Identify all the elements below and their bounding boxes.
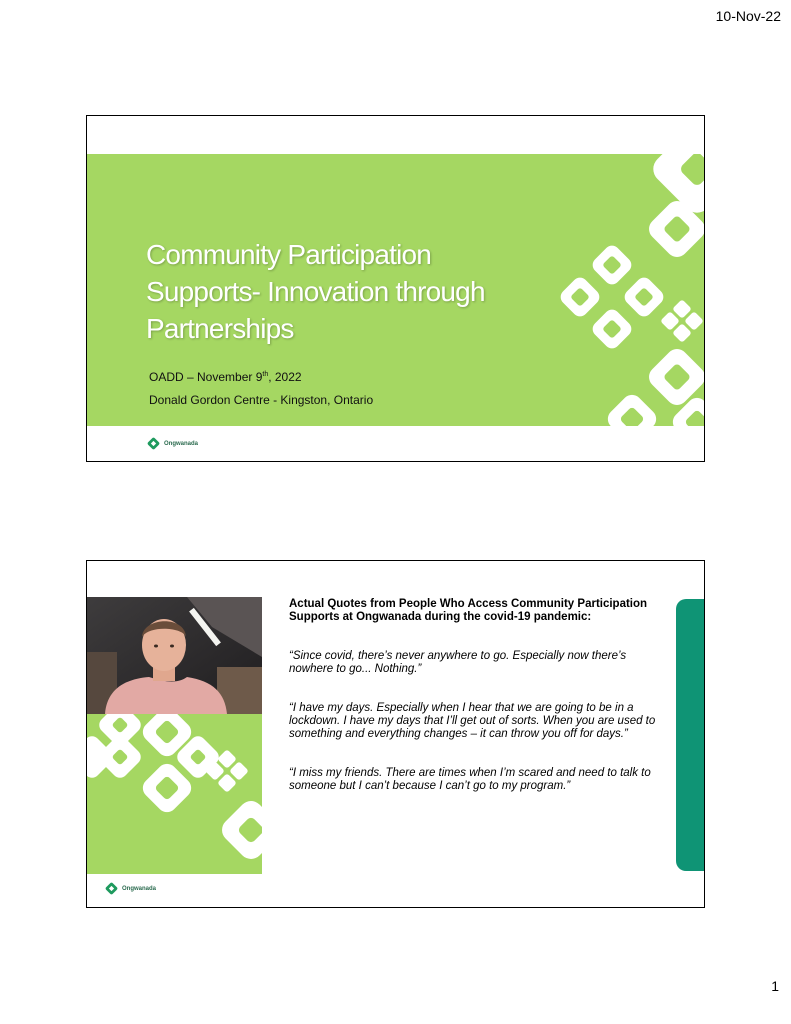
venue-line: Donald Gordon Centre - Kingston, Ontario: [149, 393, 374, 407]
slide-title: [146, 236, 526, 347]
logo-diamond-icon: [105, 882, 118, 895]
organization-logo: [147, 437, 198, 450]
quote-2: “I have my days. Especially when I hear that we are going to be in a lockdown. I have my days that I’ll get out of sorts. When you are used to something and everything changes – it can throw you off for days.”: [289, 702, 656, 740]
decorative-green-block: [87, 714, 262, 874]
person-photo: [87, 597, 262, 714]
logo-diamond-icon: [147, 437, 160, 450]
page-date: 10-Nov-22: [715, 8, 781, 24]
event-suffix: , 2022: [268, 370, 302, 384]
event-prefix: OADD – November 9: [149, 370, 263, 384]
page-number: 1: [771, 978, 779, 994]
title-slide: [86, 115, 705, 462]
organization-logo: [105, 882, 156, 895]
event-line: [149, 370, 302, 384]
title-line-3: Partnerships: [146, 313, 294, 344]
quotes-block: [289, 598, 659, 819]
title-line-1: Community Participation: [146, 239, 432, 270]
quotes-heading: Actual Quotes from People Who Access Community Participation Supports at Ongwanada during the covid-19 pandemic:: [289, 598, 648, 623]
accent-bar: [676, 599, 704, 871]
logo-text: Ongwanada: [164, 440, 199, 447]
quote-3: “I miss my friends. There are times when I’m scared and need to talk to someone but I can’t because I can’t go to my program.”: [289, 767, 651, 792]
quotes-slide: [86, 560, 705, 908]
title-line-2: Supports- Innovation through: [146, 276, 485, 307]
quote-1: “Since covid, there’s never anywhere to go. Especially now there’s nowhere to go... Nothing.”: [289, 650, 627, 675]
diamond-pattern: [87, 714, 262, 874]
title-band: [87, 154, 704, 426]
diamond-pattern: [542, 154, 704, 426]
event-sup: th: [262, 371, 269, 378]
logo-text: Ongwanada: [122, 885, 157, 892]
